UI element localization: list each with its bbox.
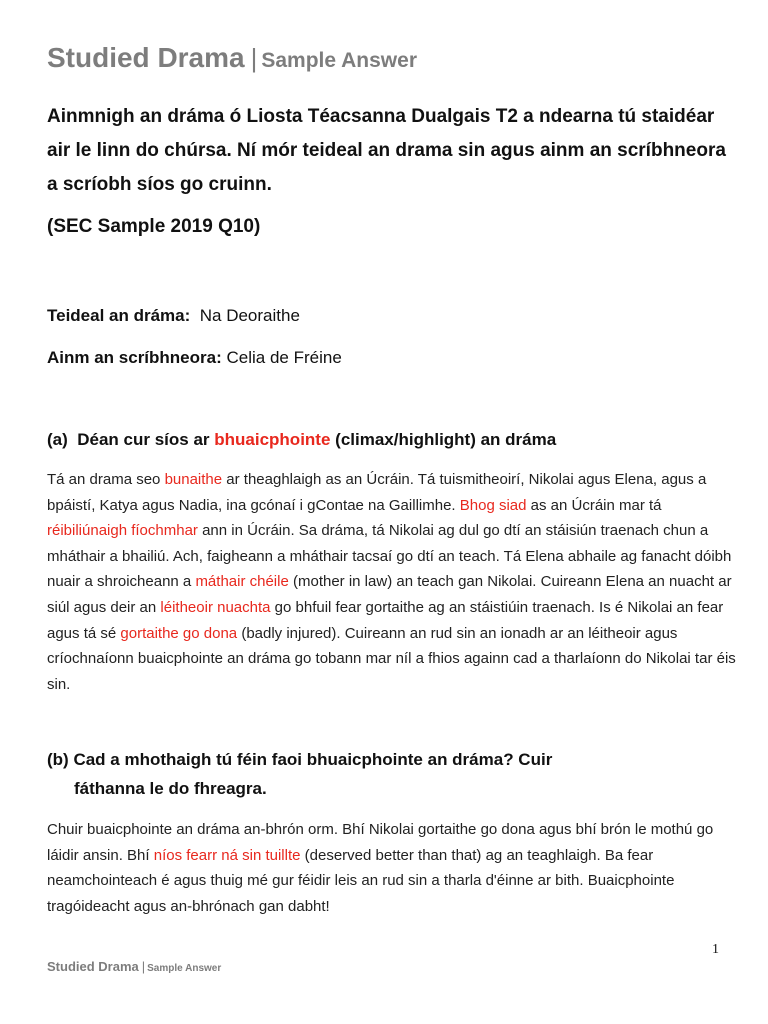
highlighted-term: gortaithe go dona xyxy=(120,624,238,642)
drama-title-label: Teideal an dráma: xyxy=(47,306,191,325)
footer-subtitle: Sample Answer xyxy=(147,963,222,974)
answer-text: (deserved better than that) ag an teaghlaigh. Ba fear neamchointeach é agus thuig mé gur féidir leis an rud sin a tharla d'éinne ar bith. Buaicphointe tragóideacht agus an-bhrónach gan dabht! xyxy=(47,846,675,915)
header-subtitle: Sample Answer xyxy=(261,49,417,72)
drama-title-value: Na Deoraithe xyxy=(199,306,300,325)
page-number: 1 xyxy=(712,942,719,957)
author-field xyxy=(47,348,342,368)
part-b-question-line2: fáthanna le do fhreagra. xyxy=(74,779,267,798)
answer-text: go bhfuil fear gortaithe ag an stáistiúin traenach. Is é Nikolai an fear agus tá sé xyxy=(47,598,724,642)
part-b-prefix: (b) xyxy=(47,750,69,769)
part-a-answer xyxy=(47,467,737,697)
highlighted-term: máthair chéile xyxy=(195,573,289,591)
highlighted-term: bunaithe xyxy=(164,471,223,488)
answer-text: (badly injured). Cuireann an rud sin an ionadh ar an léitheoir agus críochnaíonn buaicphointe an dráma go tobann mar níl a fhios againn cad a tharlaíonn do Nikolai tar éis sin. xyxy=(47,624,736,693)
highlighted-term: léitheoir nuachta xyxy=(160,598,271,616)
part-a-question xyxy=(47,430,556,450)
answer-text: ann in Úcráin. Sa dráma, tá Nikolai ag dul go dtí an stáisiún traenach chun a mháthair a bhailiú. Ach, faigheann a mháthair tacsaí go dtí an teach. Tá Elena abhaile ag fanacht dóibh nuair a shroicheann a xyxy=(47,522,732,591)
footer-title: Studied Drama xyxy=(47,959,139,974)
answer-text: Chuir buaicphointe an dráma an-bhrón orm. Bhí Nikolai gortaithe go dona agus bhí brón le mothú go láidir ansin. Bhí xyxy=(47,821,714,864)
highlighted-term: níos fearr ná sin tuillte xyxy=(153,846,301,864)
question-text: Ainmnigh an dráma ó Liosta Téacsanna Dualgais T2 a ndearna tú staidéar air le linn do chúrsa. Ní mór teideal an drama sin agus ainm an scríbhneora a scríobh síos go cruinn. xyxy=(47,106,726,195)
part-a-question-start: Déan cur síos ar xyxy=(77,430,210,449)
footer-separator: | xyxy=(141,959,146,974)
answer-text: Tá an drama seo xyxy=(47,471,165,488)
answer-text: ar theaghlaigh as an Úcráin. Tá tuismitheoirí, Nikolai agus Elena, agus a bpáistí, Katya agus Nadia, ina gcónaí i gContae na Gaillimhe. xyxy=(47,471,707,514)
page-header xyxy=(47,42,417,74)
part-b-question xyxy=(47,745,552,803)
part-b-question-line1: Cad a mhothaigh tú féin faoi bhuaicphointe an dráma? Cuir xyxy=(73,750,553,769)
highlighted-term: Bhog siad xyxy=(459,496,527,514)
question-reference: (SEC Sample 2019 Q10) xyxy=(47,216,261,237)
author-label: Ainm an scríbhneora: xyxy=(47,348,222,367)
drama-title-field xyxy=(47,306,300,326)
page-footer xyxy=(47,958,221,976)
highlighted-term: réibiliúnaigh fíochmhar xyxy=(47,522,198,540)
author-value: Celia de Fréine xyxy=(226,348,342,367)
part-a-question-highlight: bhuaicphointe xyxy=(214,430,331,449)
part-b-answer xyxy=(47,817,737,919)
header-title: Studied Drama xyxy=(47,42,245,73)
part-a-question-end: (climax/highlight) an dráma xyxy=(335,430,557,449)
answer-text: (mother in law) an teach gan Nikolai. Cuireann Elena an nuacht ar siúl agus deir an xyxy=(47,573,732,616)
answer-text: as an Úcráin mar tá xyxy=(526,496,662,514)
part-a-prefix: (a) xyxy=(47,430,68,449)
header-separator: | xyxy=(250,43,258,73)
